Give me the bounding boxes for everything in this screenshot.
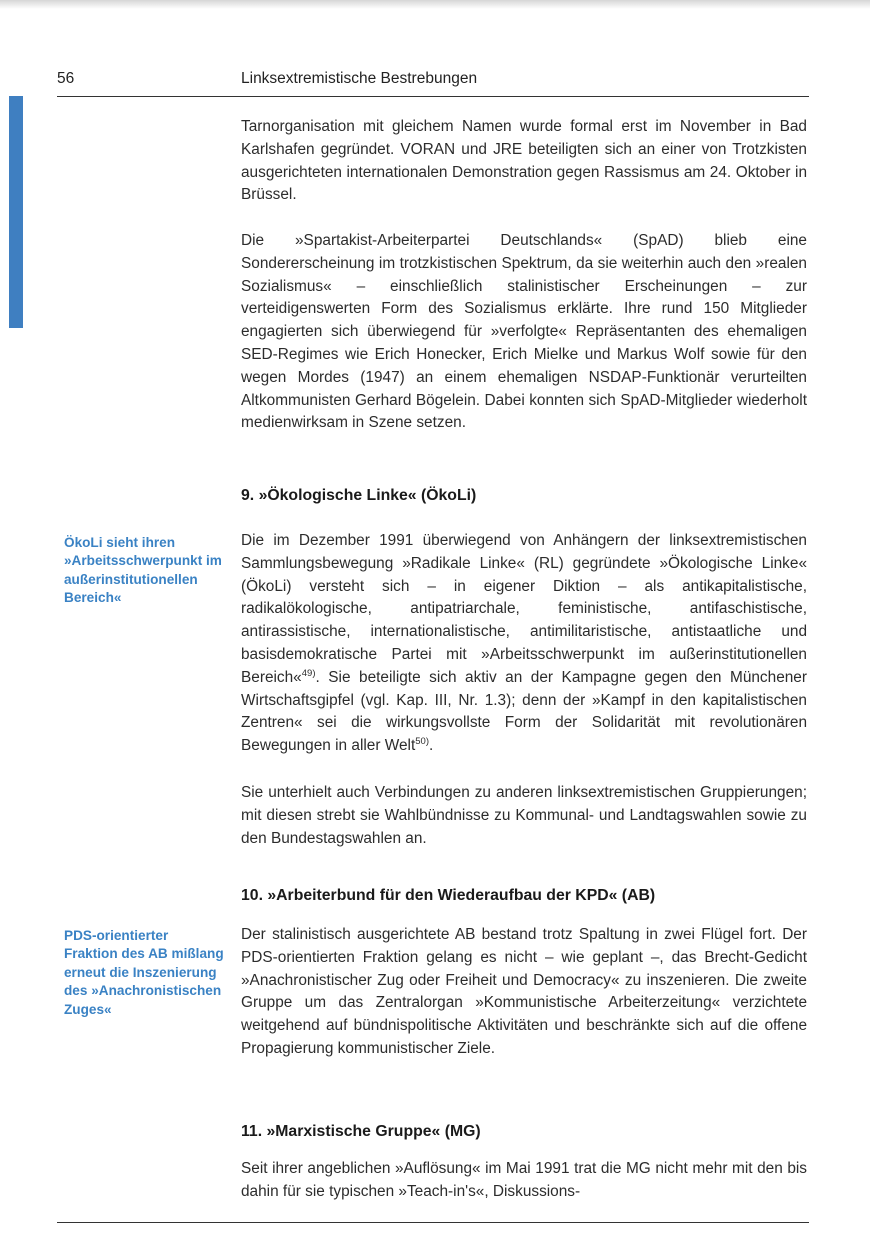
- scan-top-shadow: [0, 0, 870, 9]
- section-11-paragraph-1: Seit ihrer angeblichen »Auflösung« im Mai 1991 trat die MG nicht mehr mit den bis dahin für sie typischen »Teach-in's«, Diskussions-: [241, 1160, 807, 1200]
- section-9-heading: 9. »Ökologische Linke« (ÖkoLi): [241, 487, 477, 504]
- section-9-paragraph-1-text: Die im Dezember 1991 überwiegend von Anhängern der linksextremistischen Sammlungsbewegung »Radikale Linke« (RL) gegründete »Ökologische Linke« (ÖkoLi) versteht sich – in eigener Diktion – als antikapitalistische, radikalökologische, antipatriarchale, feministische, antifaschistische, antirassistische, internationalistische, antimilitaristische, antistaatliche und basisdemokratische Partei mit »Arbeitsschwerpunkt im außerinstitutionellen Bereich«: [241, 532, 807, 686]
- section-11-heading: 11. »Marxistische Gruppe« (MG): [241, 1123, 481, 1140]
- section-9-paragraph-2-text: Sie beteiligte sich aktiv an der Kampagne gegen den Münchener Wirtschaftsgipfel (vgl. Kap. III, Nr. 1.3); denn der »Kampf in den kapitalistischen Zentren« sei die wirkungsvollste Form der Solidarität mit revolutionären Bewegungen in aller Welt: [241, 668, 807, 755]
- running-header: Linksextremistische Bestrebungen: [241, 70, 478, 87]
- chapter-thumb-tab: [9, 96, 23, 328]
- footnote-ref-49: 49): [301, 667, 316, 679]
- section-9-paragraph-2-tail: .: [428, 737, 434, 755]
- intro-paragraph-2: Die »Spartakist-Arbeiterpartei Deutschlands« (SpAD) blieb eine Sondererscheinung im trotzkistischen Spektrum, da sie weiterhin auch den »realen Sozialismus« – einschließlich stalinistischer Erscheinungen – zur verteidigenswerten Form des Sozialismus erklärte. Ihre rund 150 Mitglieder engagierten sich überwiegend für »verfolgte« Repräsentanten des ehemaligen SED-Regimes wie Erich Honecker, Erich Mielke und Markus Wolf sowie für den wegen Mordes (1947) an einem ehemaligen NSDAP-Funktionär verurteilten Altkommunisten Gerhard Bögelein. Dabei konnten sich SpAD-Mitglieder wiederholt medienwirksam in Szene setzen.: [241, 232, 807, 432]
- footer-rule: [57, 1222, 809, 1223]
- section-10-paragraph-1: Der stalinistisch ausgerichtete AB bestand trotz Spaltung in zwei Flügel fort. Der PDS-orientierten Fraktion gelang es nicht – wie geplant –, das Brecht-Gedicht »Anachronistischer Zug oder Freiheit und Democracy« zu inszenieren. Die zweite Gruppe um das Zentralorgan »Kommunistische Arbeiterzeitung« verzichtete weitgehend auf bündnispolitische Aktivitäten und beschränkte sich auf die offene Propagierung kommunistischer Ziele.: [241, 926, 807, 1057]
- intro-paragraph-1: Tarnorganisation mit gleichem Namen wurde formal erst im November in Bad Karlshafen gegründet. VORAN und JRE beteiligten sich an einer von Trotzkisten ausgerichteten internationalen Demonstration gegen Rassismus am 24. Oktober in Brüssel.: [241, 118, 807, 204]
- section-10-heading: 10. »Arbeiterbund für den Wiederaufbau der KPD« (AB): [241, 887, 656, 904]
- section-9-paragraph-3: Sie unterhielt auch Verbindungen zu anderen linksextremistischen Gruppierungen; mit diesen strebt sie Wahlbündnisse zu Kommunal- und Landtagswahlen sowie zu den Bundestagswahlen an.: [241, 784, 807, 847]
- section-9-paragraph-1-tail: .: [315, 668, 320, 686]
- section-10-margin-note: PDS-orientierter Fraktion des AB mißlang erneut die Inszenierung des »Anachronistischen Zuges«: [64, 928, 224, 1017]
- page-number: 56: [57, 70, 75, 87]
- header-rule: [57, 96, 809, 97]
- footnote-ref-50: 50): [415, 736, 429, 748]
- section-9-paragraph-1: [241, 530, 807, 758]
- section-9-margin-note: ÖkoLi sieht ihren »Arbeitsschwerpunkt im außerinstitutionellen Bereich«: [64, 535, 222, 606]
